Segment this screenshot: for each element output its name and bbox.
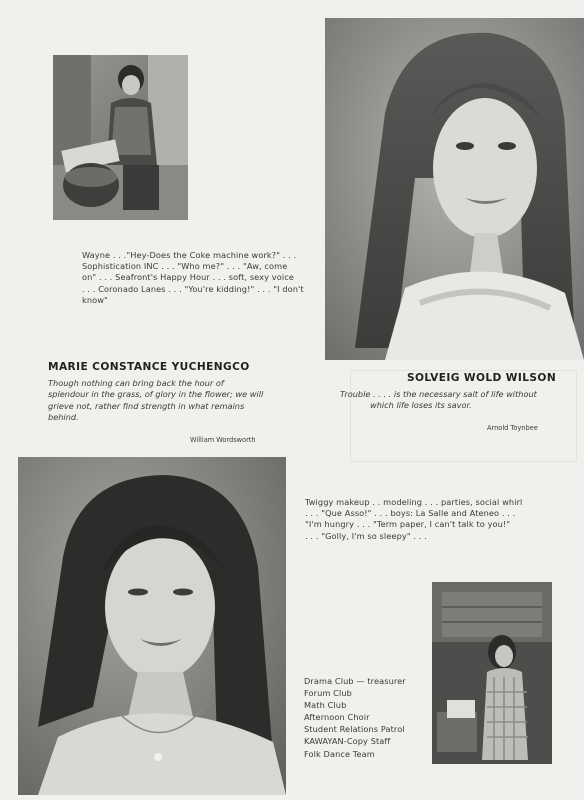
name-wilson: SOLVEIG WOLD WILSON [407, 372, 557, 384]
portrait-yuchengco [18, 457, 286, 795]
activity-item: Folk Dance Team [304, 748, 375, 759]
blurb-line: . . . "Golly, I'm so sleepy" . . . [305, 530, 427, 541]
blurb-line: Wayne . . ."Hey-Does the Coke machine work?" . . . [82, 250, 297, 260]
activity-item: Student Relations Patrol [304, 724, 405, 735]
activity-item: KAWAYAN-Copy Staff [304, 736, 391, 747]
blurb-line: . . . "Que Asso!" . . . boys: La Salle and Ateneo . . . [305, 508, 516, 519]
activities-list [304, 675, 434, 760]
name-yuchengco: MARIE CONSTANCE YUCHENGCO [48, 361, 250, 373]
blurb-line: . . . Coronado Lanes . . . "You're kidding!" . . . "I don't [82, 283, 304, 294]
quote-line: Trouble . . . . is the necessary salt of life without [340, 389, 537, 399]
quote-line: which life loses its savor. [370, 400, 472, 411]
blurb-line: on" . . . Seafront's Happy Hour . . . soft, sexy voice [82, 272, 294, 283]
activity-item: Forum Club [304, 688, 352, 699]
blurb-yuchengco [82, 250, 347, 306]
candid-photo-top [53, 55, 188, 220]
blurb-wilson [305, 497, 550, 542]
activity-item: Math Club [304, 700, 347, 711]
quote-author-yuchengco: William Wordsworth [190, 436, 256, 444]
portrait-wilson [325, 18, 584, 360]
quote-wilson [340, 389, 570, 412]
blurb-line: Twiggy makeup . . modeling . . . parties, social whirl [305, 497, 523, 507]
activity-item: Afternoon Choir [304, 712, 370, 723]
candid-photo-bottom [432, 582, 552, 764]
blurb-line: "I'm hungry . . . "Term paper, I can't talk to you!" [305, 519, 511, 530]
blurb-line: know" [82, 294, 108, 305]
activity-item: Drama Club — treasurer [304, 676, 406, 686]
blurb-line: Sophistication INC . . . "Who me?" . . . "Aw, come [82, 261, 288, 272]
quote-yuchengco: Though nothing can bring back the hour of splendour in the grass, of glory in the flower; we will grieve not, rather find strength in what remains behind. [48, 378, 264, 423]
quote-author-wilson: Arnold Toynbee [487, 424, 538, 432]
